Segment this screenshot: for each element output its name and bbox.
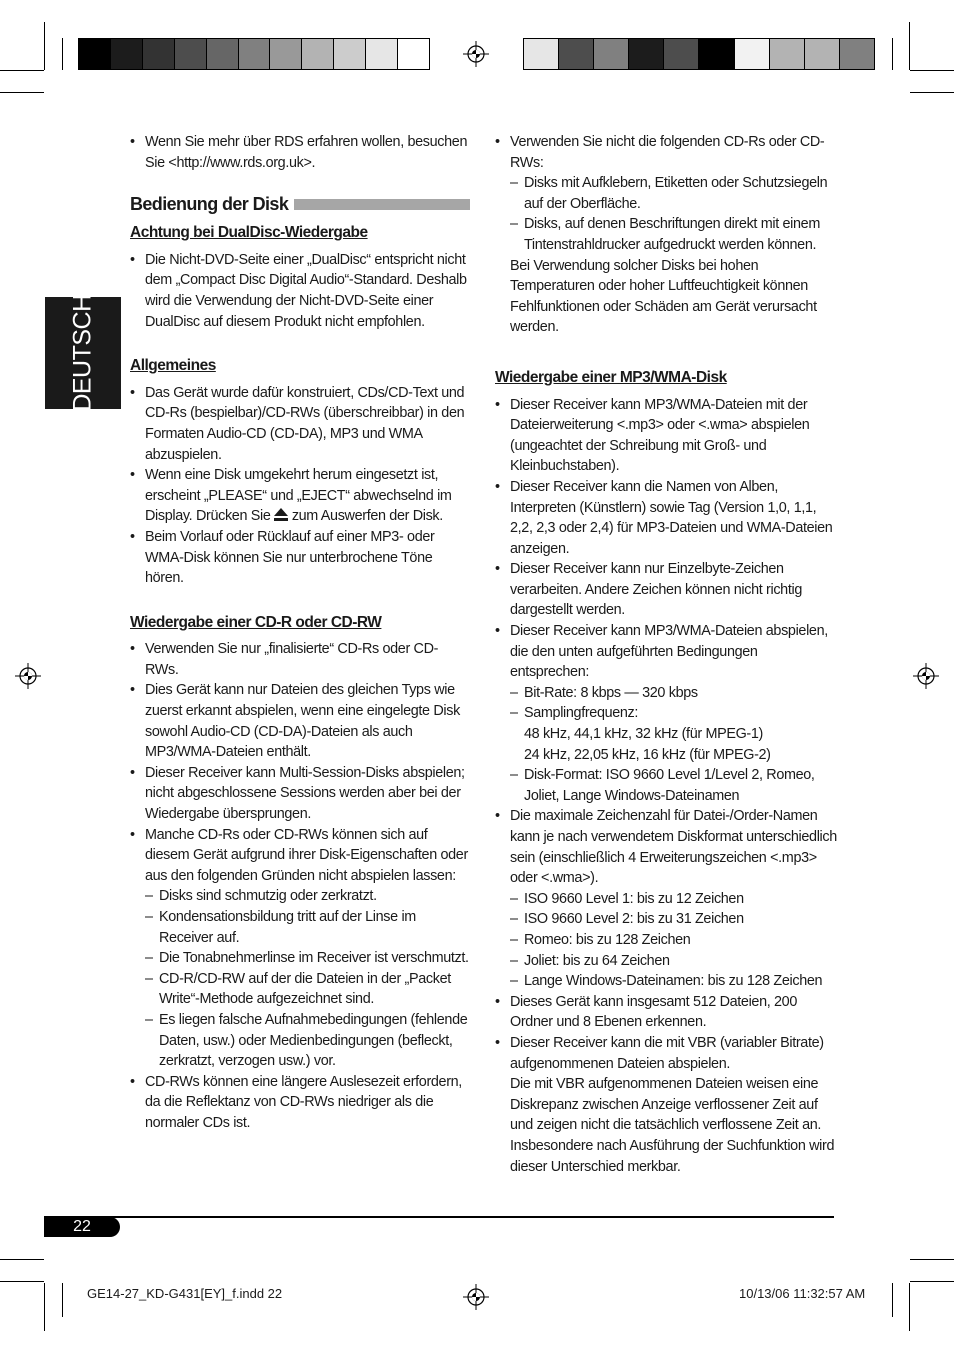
color-swatch (111, 39, 143, 69)
color-swatch (524, 39, 559, 69)
general-heading: Allgemeines (130, 357, 216, 375)
sub-list-item: – Romeo: bis zu 128 Zeichen (510, 930, 839, 951)
section-title: Bedienung der Disk (130, 191, 470, 217)
avoid-discs-list (495, 132, 839, 338)
page-rule (44, 1216, 834, 1218)
sub-list-item: – Disks, auf denen Beschriftungen direkt mit einem Tintenstrahldrucker aufgedruckt werden können. (510, 214, 839, 255)
language-tab-label: DEUTSCH (68, 294, 97, 412)
color-swatch (699, 39, 734, 69)
cdr-list (130, 639, 470, 1133)
sub-list-item: – Disks sind schmutzig oder zerkratzt. (145, 886, 470, 907)
list-item: • Die Nicht-DVD-Seite einer „DualDisc“ entspricht nicht dem „Compact Disc Digital Audio“-Standard. Deshalb wird die Verwendung der Nicht-DVD-Seite einer DualDisc auf diesem Produkt nicht empfohlen. (130, 250, 470, 332)
general-list (130, 383, 470, 589)
list-item: • Die maximale Zeichenzahl für Datei-/Order-Namen kann je nach verwendetem Diskformat unterschiedlich sein (einschließlich 4 Erweiterungszeichen <.mp3> oder <.wma>). – ISO 9660 Level 1: bis zu 12 Zeichen – ISO 9660 Level 2: bis zu 31 Zeichen – Romeo: bis zu 128 Zeichen – Joliet: bis zu 64 Zeichen – Lange Windows-Dateinamen: bis zu 128 Zeichen (495, 806, 839, 991)
list-item: • CD-RWs können eine längere Auslesezeit erfordern, da die Reflektanz von CD-RWs niedriger als die normaler CDs ist. (130, 1072, 470, 1134)
sub-list-item: – ISO 9660 Level 2: bis zu 31 Zeichen (510, 909, 839, 930)
cdr-reasons-list (145, 886, 470, 1071)
sub-list-item: – Kondensationsbildung tritt auf der Linse im Receiver auf. (145, 907, 470, 948)
color-swatch (79, 39, 111, 69)
dualdisc-list (130, 250, 470, 332)
sub-list-item: – Joliet: bis zu 64 Zeichen (510, 951, 839, 972)
registration-mark-icon (913, 663, 939, 689)
color-swatch (559, 39, 594, 69)
avoid-discs-note: Bei Verwendung solcher Disks bei hohen Temperaturen oder hoher Luftfeuchtigkeit können Fehlfunktionen oder Schäden am Gerät verursacht werden. (510, 257, 817, 336)
footer-date: 10/13/06 11:32:57 AM (739, 1286, 866, 1301)
color-swatch (735, 39, 770, 69)
sub-list-item: – Lange Windows-Dateinamen: bis zu 128 Zeichen (510, 971, 839, 992)
color-swatch (143, 39, 175, 69)
eject-icon (274, 508, 288, 521)
sub-list-item: – ISO 9660 Level 1: bis zu 12 Zeichen (510, 889, 839, 910)
avoid-discs-sublist (510, 173, 839, 255)
color-swatch (594, 39, 629, 69)
sub-list-item: – Es liegen falsche Aufnahmebedingungen (fehlende Daten, usw.) oder Medienbedingungen (befleckt, zerkratzt, verzogen usw.) vor. (145, 1010, 470, 1072)
color-swatch (270, 39, 302, 69)
color-swatch (805, 39, 840, 69)
color-swatch (175, 39, 207, 69)
mp3-conditions-list (510, 683, 839, 807)
list-item: • Manche CD-Rs oder CD-RWs können sich auf diesem Gerät aufgrund ihrer Disk-Eigenschaften oder aus den folgenden Gründen nicht abspielen lassen: – Disks sind schmutzig oder zerkratzt. – Kondensationsbildung tritt auf der Linse im Receiver auf. – Die Tonabnehmerlinse im Receiver ist verschmutzt. – CD-R/CD-RW auf der die Dateien in der „Packet Write“-Methode aufgezeichnet sind. – Es liegen falsche Aufnahmebedingungen (fehlende Daten, usw.) oder Medienbedingungen (befleckt, zerkratzt, verzogen usw.) vor. (130, 825, 470, 1072)
list-item: • Dies Gerät kann nur Dateien des gleichen Typs wie zuerst erkannt abspielen, wenn eine eingelegte Disk sowohl Audio-CD (CD-DA)-Dateien als auch MP3/WMA-Dateien enthält. (130, 680, 470, 762)
list-item: • Das Gerät wurde dafür konstruiert, CDs/CD-Text und CD-Rs (bespielbar)/CD-RWs (überschreibbar) in den Formaten Audio-CD (CD-DA), MP3 und WMA abzuspielen. (130, 383, 470, 465)
color-swatch (366, 39, 398, 69)
list-item: • Dieses Gerät kann insgesamt 512 Dateien, 200 Ordner und 8 Ebenen erkennen. (495, 992, 839, 1033)
list-item: • Wenn Sie mehr über RDS erfahren wollen, besuchen Sie <http://www.rds.org.uk>. (130, 132, 470, 173)
cdr-heading: Wiedergabe einer CD-R oder CD-RW (130, 613, 382, 631)
sub-list-item: – Disks mit Aufklebern, Etiketten oder Schutzsiegeln auf der Oberfläche. (510, 173, 839, 214)
list-item: • Wenn eine Disk umgekehrt herum eingesetzt ist, erscheint „PLEASE“ und „EJECT“ abwechselnd im Display. Drücken Sie zum Auswerfen der Disk. (130, 465, 470, 527)
registration-mark-icon (15, 663, 41, 689)
list-item: • Dieser Receiver kann nur Einzelbyte-Zeichen verarbeiten. Andere Zeichen können nicht richtig dargestellt werden. (495, 559, 839, 621)
mp3-list (495, 395, 839, 1178)
color-swatch (334, 39, 366, 69)
color-swatch (239, 39, 271, 69)
sub-list-item: – Disk-Format: ISO 9660 Level 1/Level 2, Romeo, Joliet, Lange Windows-Dateinamen (510, 765, 839, 806)
color-bar-right (523, 38, 875, 70)
mp3-heading: Wiedergabe einer MP3/WMA-Disk (495, 368, 727, 386)
registration-mark-icon (463, 41, 489, 67)
registration-mark-icon (463, 1284, 489, 1310)
list-item: • Verwenden Sie nur „finalisierte“ CD-Rs oder CD-RWs. (130, 639, 470, 680)
language-tab (45, 294, 121, 412)
footer-file: GE14-27_KD-G431[EY]_f.indd 22 (87, 1286, 283, 1301)
title-rule (294, 199, 470, 210)
sub-list-item: – Bit-Rate: 8 kbps — 320 kbps (510, 683, 839, 704)
list-item: • Dieser Receiver kann die Namen von Alben, Interpreten (Künstlern) sowie Tag (Version 1,0, 1,1, 2,2, 2,3 oder 2,4) für MP3-Dateien und WMA-Dateien anzeigen. (495, 477, 839, 559)
color-swatch (302, 39, 334, 69)
sub-list-item: – Samplingfrequenz: 48 kHz, 44,1 kHz, 32 kHz (für MPEG-1) 24 kHz, 22,05 kHz, 16 kHz (für MPEG-2) (510, 703, 839, 765)
right-column (495, 132, 839, 1177)
color-swatch (840, 39, 874, 69)
color-swatch (207, 39, 239, 69)
list-item: • Verwenden Sie nicht die folgenden CD-Rs oder CD-RWs: – Disks mit Aufklebern, Etiketten oder Schutzsiegeln auf der Oberfläche. – Disks, auf denen Beschriftungen direkt mit einem Tintenstrahldrucker aufgedruckt werden können. Bei Verwendung solcher Disks bei hohen Temperaturen oder hoher Luftfeuchtigkeit können Fehlfunktionen oder Schäden am Gerät verursacht werden. (495, 132, 839, 338)
color-swatch (770, 39, 805, 69)
list-item: • Dieser Receiver kann Multi-Session-Disks abspielen; nicht abgeschlossene Sessions werden aber bei der Wiedergabe übersprungen. (130, 763, 470, 825)
list-item: • Beim Vorlauf oder Rücklauf auf einer MP3- oder WMA-Disk können Sie nur unterbrochene Töne hören. (130, 527, 470, 589)
left-column (130, 132, 470, 1134)
dualdisc-heading: Achtung bei DualDisc-Wiedergabe (130, 224, 368, 242)
list-item: • Dieser Receiver kann MP3/WMA-Dateien mit der Dateierweiterung <.mp3> oder <.wma> abspielen (ungeachtet der Schreibung mit Groß- und Kleinbuchstaben). (495, 395, 839, 477)
name-length-list (510, 889, 839, 992)
sub-list-item: – CD-R/CD-RW auf der die Dateien in der „Packet Write“-Methode aufgezeichnet sind. (145, 969, 470, 1010)
page-number: 22 (44, 1217, 120, 1237)
color-swatch (398, 39, 429, 69)
color-swatch (664, 39, 699, 69)
list-item: • Dieser Receiver kann die mit VBR (variabler Bitrate) aufgenommenen Dateien abspielen. Die mit VBR aufgenommenen Dateien weisen eine Diskrepanz zwischen Anzeige verflossener Zeit auf und zeigen nicht die tatsächlich verflossene Zeit an. Insbesondere nach Ausführung der Suchfunktion wird dieser Unterschied merkbar. (495, 1033, 839, 1177)
color-bar-left (78, 38, 430, 70)
list-item: • Dieser Receiver kann MP3/WMA-Dateien abspielen, die den unten aufgeführten Bedingungen entsprechen: – Bit-Rate: 8 kbps — 320 kbps – Samplingfrequenz: 48 kHz, 44,1 kHz, 32 kHz (für MPEG-1) 24 kHz, 22,05 kHz, 16 kHz (für MPEG-2) – Disk-Format: ISO 9660 Level 1/Level 2, Romeo, Joliet, Lange Windows-Dateinamen (495, 621, 839, 806)
sub-list-item: – Die Tonabnehmerlinse im Receiver ist verschmutzt. (145, 948, 470, 969)
color-swatch (629, 39, 664, 69)
vbr-note: Die mit VBR aufgenommenen Dateien weisen eine Diskrepanz zwischen Anzeige verflossener Zeit auf und zeigen nicht die tatsächlich verflossene Zeit an. Insbesondere nach Ausführung der Suchfunktion wird dieser Unterschied merkbar. (510, 1076, 835, 1175)
rds-info-list (130, 132, 470, 173)
